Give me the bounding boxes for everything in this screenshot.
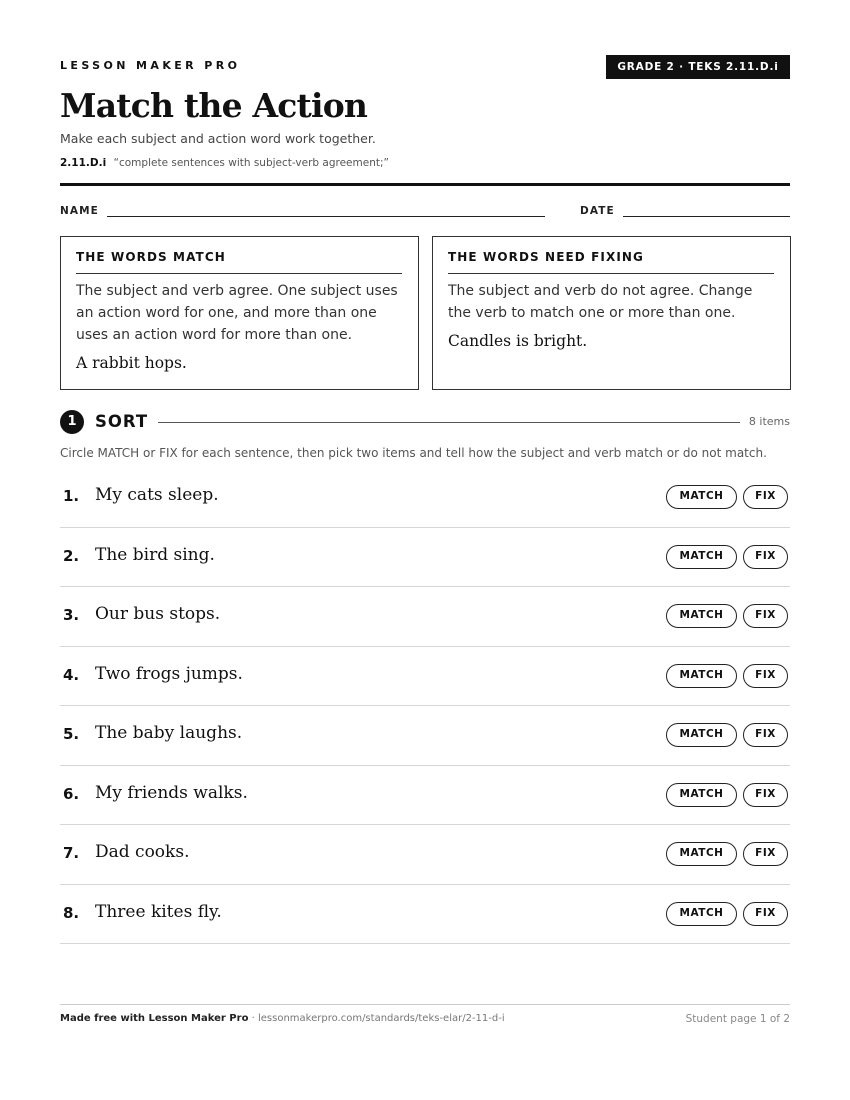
fix-button[interactable]: FIX (743, 664, 788, 688)
item-sentence: The baby laughs. (95, 723, 243, 743)
footer-divider (60, 1004, 790, 1005)
match-button[interactable]: MATCH (666, 783, 737, 807)
item-sentence: Our bus stops. (95, 604, 221, 624)
footer-made-with: Made free with Lesson Maker Pro (60, 1013, 249, 1024)
name-date-row (60, 205, 790, 221)
item-sentence: My cats sleep. (95, 485, 219, 505)
section-title: SORT (95, 412, 149, 431)
match-button[interactable]: MATCH (666, 842, 737, 866)
item-number: 2. (63, 546, 80, 565)
fix-button[interactable]: FIX (743, 783, 788, 807)
worksheet-page (60, 0, 790, 1100)
match-button[interactable]: MATCH (666, 485, 737, 509)
match-button[interactable]: MATCH (666, 723, 737, 747)
section-instructions: Circle MATCH or FIX for each sentence, then pick two items and tell how the subject and verb match or do not match. (60, 446, 767, 460)
sentence-item (60, 885, 790, 945)
match-rule-box (60, 236, 419, 390)
item-number: 7. (63, 844, 80, 862)
fix-rule-divider (448, 273, 774, 274)
standard-line (60, 157, 389, 169)
section-header (60, 409, 790, 435)
standard-text: “complete sentences with subject-verb agreement;” (113, 157, 389, 169)
footer-credit (60, 1013, 505, 1024)
item-sentence: The bird sing. (95, 544, 215, 565)
fix-rule-description: The subject and verb do not agree. Change the verb to match one or more than one. (448, 283, 753, 321)
sentence-item (60, 468, 790, 528)
item-number: 6. (63, 784, 80, 803)
top-bar (60, 55, 790, 79)
date-field[interactable] (623, 216, 790, 217)
section-divider (158, 422, 740, 423)
sentence-item (60, 587, 790, 647)
date-label: DATE (580, 205, 615, 217)
item-sentence: Dad cooks. (95, 842, 190, 862)
match-button[interactable]: MATCH (666, 604, 737, 628)
footer-url[interactable]: · lessonmakerpro.com/standards/teks-elar/2-11-d-i (248, 1013, 505, 1024)
fix-rule-box (432, 236, 791, 390)
fix-rule-heading: THE WORDS NEED FIXING (448, 250, 645, 264)
name-label: NAME (60, 205, 99, 217)
item-number: 8. (63, 903, 80, 922)
item-sentence: My friends walks. (95, 782, 248, 803)
page-title: Match the Action (60, 86, 368, 125)
item-sentence: Two frogs jumps. (95, 663, 243, 684)
item-number: 3. (63, 606, 80, 624)
page-subtitle: Make each subject and action word work together. (60, 131, 376, 146)
fix-button[interactable]: FIX (743, 545, 788, 569)
footer-page-info: Student page 1 of 2 (685, 1013, 790, 1025)
item-number: 5. (63, 725, 80, 743)
item-sentence: Three kites fly. (95, 901, 222, 922)
match-button[interactable]: MATCH (666, 902, 737, 926)
match-rule-example: A rabbit hops. (76, 354, 187, 372)
item-number: 4. (63, 665, 80, 684)
sentence-item (60, 528, 790, 588)
fix-button[interactable]: FIX (743, 723, 788, 747)
name-field[interactable] (107, 216, 545, 217)
standard-code: 2.11.D.i (60, 157, 107, 169)
item-number: 1. (63, 487, 80, 505)
match-rule-divider (76, 273, 402, 274)
sentence-item (60, 825, 790, 885)
item-count: 8 items (748, 415, 790, 428)
fix-button[interactable]: FIX (743, 485, 788, 509)
fix-rule-example: Candles is bright. (448, 332, 588, 350)
section-number-badge: 1 (60, 410, 84, 434)
sentence-list (60, 468, 790, 944)
fix-button[interactable]: FIX (743, 902, 788, 926)
header-divider (60, 183, 790, 186)
match-button[interactable]: MATCH (666, 664, 737, 688)
fix-button[interactable]: FIX (743, 604, 788, 628)
sentence-item (60, 766, 790, 826)
brand-name: LESSON MAKER PRO (60, 59, 241, 72)
match-rule-description: The subject and verb agree. One subject uses an action word for one, and more than one uses an action word for more than one. (76, 283, 398, 343)
grade-badge: GRADE 2 · TEKS 2.11.D.i (606, 55, 790, 79)
fix-button[interactable]: FIX (743, 842, 788, 866)
match-button[interactable]: MATCH (666, 545, 737, 569)
sentence-item (60, 647, 790, 707)
sentence-item (60, 706, 790, 766)
match-rule-heading: THE WORDS MATCH (76, 250, 226, 264)
